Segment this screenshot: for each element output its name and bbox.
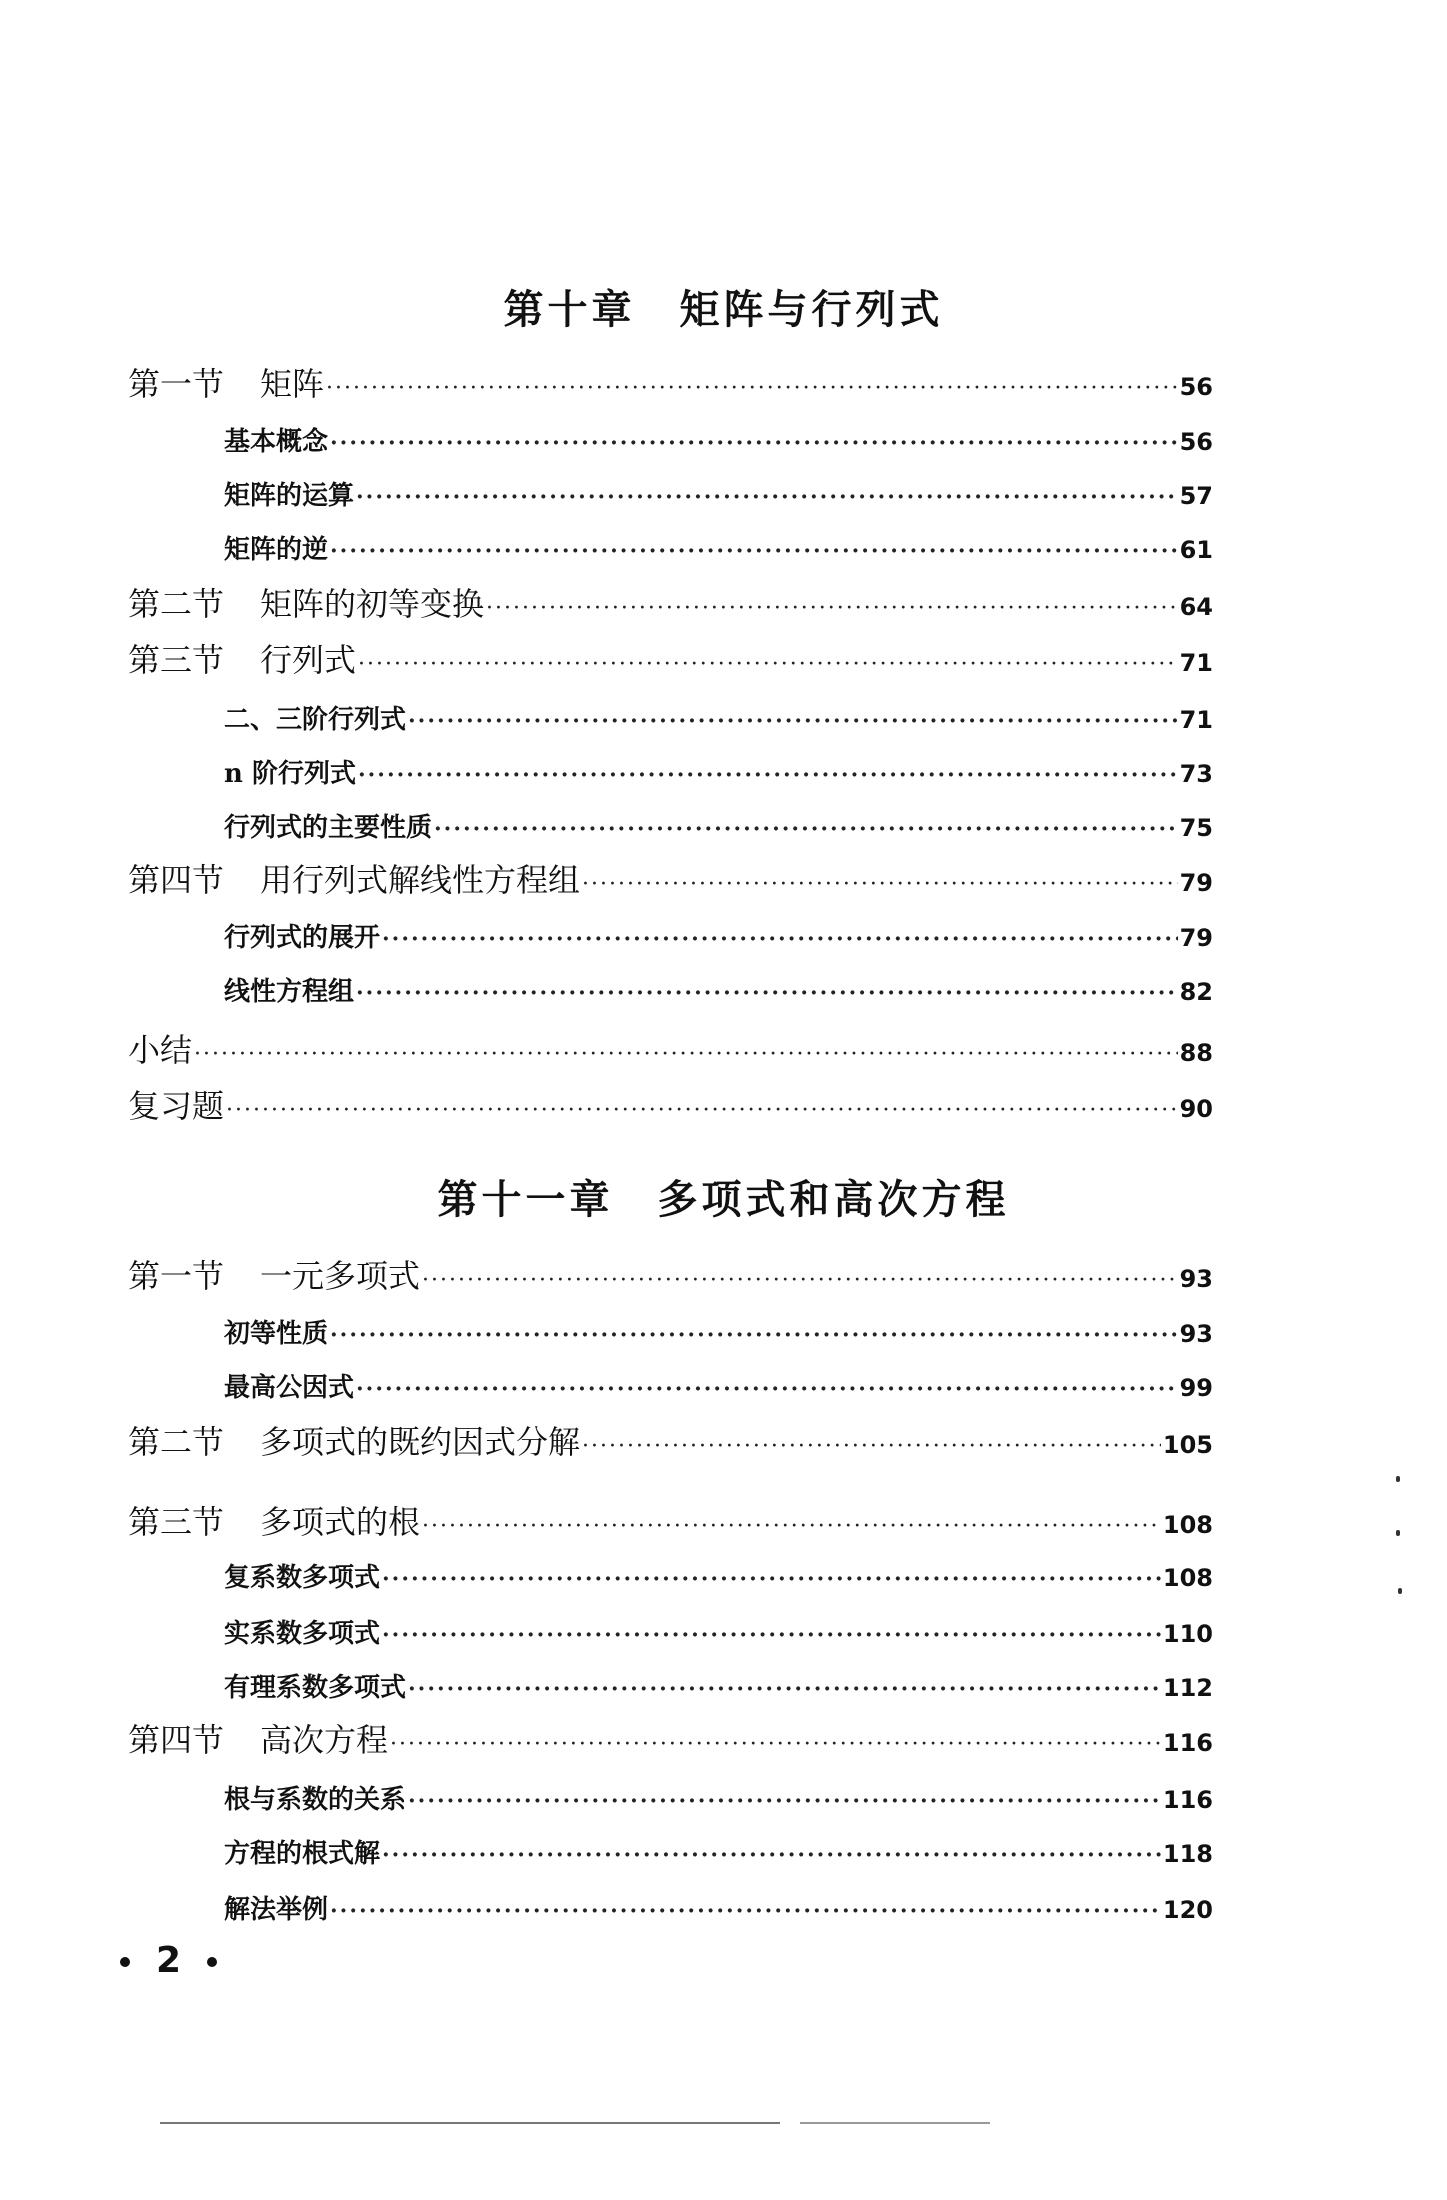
toc-subentry[interactable] [224,1780,1213,1820]
page-number: 73 [1179,760,1213,788]
entry-label: 矩阵 [260,365,325,403]
toc-subentry[interactable] [224,1614,1213,1654]
dot-leader [486,587,1178,626]
dot-leader [382,1835,1161,1874]
scan-speck [1396,1530,1400,1536]
dot-leader [358,643,1178,682]
chapter-number: 第十章 [503,286,636,333]
entry-label: 复系数多项式 [224,1563,381,1593]
chapter-name: 多项式和高次方程 [657,1176,1010,1223]
page-number: 57 [1179,482,1213,510]
section-number: 第一节 [128,365,225,403]
section-number: 第二节 [128,585,225,623]
scan-speck [1398,1588,1402,1594]
dot-leader [390,1723,1161,1762]
entry-label: 小结 [128,1031,193,1069]
toc-subentry[interactable] [224,700,1213,740]
chapter-title [0,278,1447,335]
toc-subentry[interactable] [224,1890,1213,1930]
page-number: 99 [1179,1374,1213,1402]
bullet-dot-icon [207,1957,217,1967]
page-number: 56 [1179,373,1213,401]
page-number: 108 [1162,1564,1213,1592]
entry-label: 行列式的主要性质 [224,813,433,843]
page-number: 93 [1179,1320,1213,1348]
page-number: 112 [1162,1674,1213,1702]
entry-label: n 阶行列式 [224,759,356,789]
toc-subentry[interactable] [224,422,1213,462]
entry-label: 最高公因式 [224,1373,355,1403]
toc-subentry[interactable] [224,1668,1213,1708]
dot-leader [382,1559,1161,1598]
entry-label: 根与系数的关系 [224,1785,407,1815]
page-number: 116 [1162,1729,1213,1757]
footer-page-number: 2 [156,1940,182,1981]
dot-leader [382,919,1178,958]
chapter-number: 第十一章 [437,1176,614,1223]
toc-subentry[interactable] [224,1314,1213,1354]
page-number: 61 [1179,536,1213,564]
page-number: 120 [1162,1896,1213,1924]
page-number: 79 [1179,869,1213,897]
toc-entry[interactable] [128,1028,1213,1072]
bullet-dot-icon [120,1957,130,1967]
dot-leader [358,755,1178,794]
toc-subentry[interactable] [224,530,1213,570]
page-number: 108 [1162,1511,1213,1539]
chapter-name: 矩阵与行列式 [679,286,944,333]
scan-speck [1396,1476,1400,1482]
toc-entry[interactable] [128,1084,1213,1128]
toc-subentry[interactable] [224,972,1213,1012]
entry-label: 初等性质 [224,1319,329,1349]
dot-leader [330,531,1178,570]
section-number: 第一节 [128,1257,225,1295]
toc-subentry[interactable] [224,1558,1213,1598]
page-number: 88 [1179,1039,1213,1067]
dot-leader [408,701,1178,740]
dot-leader [382,1615,1161,1654]
page-number: 118 [1162,1840,1213,1868]
section-number: 第四节 [128,1721,225,1759]
dot-leader [356,973,1178,1012]
page-number: 116 [1162,1786,1213,1814]
dot-leader [356,1369,1178,1408]
dot-leader [582,863,1178,902]
chapter-title [0,1168,1447,1225]
dot-leader [408,1669,1161,1708]
dot-leader [330,423,1178,462]
entry-label: 行列式的展开 [224,923,381,953]
section-number: 第四节 [128,861,225,899]
dot-leader [422,1505,1161,1544]
dot-leader [408,1781,1161,1820]
entry-label: 行列式 [260,641,357,679]
page-number: 110 [1162,1620,1213,1648]
page-number: 75 [1179,814,1213,842]
toc-subentry[interactable] [224,754,1213,794]
entry-label: 矩阵的运算 [224,481,355,511]
dot-leader [330,1315,1178,1354]
page-number: 56 [1179,428,1213,456]
page-number: 105 [1162,1431,1213,1459]
toc-subentry[interactable] [224,808,1213,848]
page-number: 82 [1179,978,1213,1006]
dot-leader [194,1033,1178,1072]
page-number: 93 [1179,1265,1213,1293]
page-footer [120,1940,243,1981]
entry-label: 高次方程 [260,1721,389,1759]
entry-label: 线性方程组 [224,977,355,1007]
entry-label: 多项式的根 [260,1503,421,1541]
dot-leader [582,1425,1161,1464]
toc-entry[interactable] [128,1254,1213,1298]
toc-entry[interactable] [128,638,1213,682]
section-number: 第三节 [128,1503,225,1541]
page-number: 71 [1179,649,1213,677]
entry-label: 多项式的既约因式分解 [260,1423,581,1461]
page-number: 64 [1179,593,1213,621]
entry-label: 解法举例 [224,1895,329,1925]
entry-label: 有理系数多项式 [224,1673,407,1703]
toc-subentry[interactable] [224,918,1213,958]
entry-label: 用行列式解线性方程组 [260,861,581,899]
dot-leader [356,477,1178,516]
section-number: 第三节 [128,641,225,679]
page-number: 71 [1179,706,1213,734]
dot-leader [226,1089,1178,1128]
page-number: 90 [1179,1095,1213,1123]
toc-subentry[interactable] [224,1834,1213,1874]
toc-entry[interactable] [128,1500,1213,1544]
entry-label: 二、三阶行列式 [224,705,407,735]
entry-label: 实系数多项式 [224,1619,381,1649]
entry-label: 复习题 [128,1087,225,1125]
scan-artifact-line [800,2122,990,2124]
entry-label: 矩阵的初等变换 [260,585,485,623]
scan-artifact-line [160,2122,780,2124]
toc-entry[interactable] [128,1420,1213,1464]
toc-subentry[interactable] [224,1368,1213,1408]
entry-label: 基本概念 [224,427,329,457]
entry-label: 方程的根式解 [224,1839,381,1869]
toc-entry[interactable] [128,582,1213,626]
entry-label: 一元多项式 [260,1257,421,1295]
toc-entry[interactable] [128,362,1213,406]
entry-label: 矩阵的逆 [224,535,329,565]
dot-leader [434,809,1178,848]
dot-leader [422,1259,1178,1298]
toc-subentry[interactable] [224,476,1213,516]
section-number: 第二节 [128,1423,225,1461]
toc-entry[interactable] [128,1718,1213,1762]
dot-leader [326,367,1178,406]
page-number: 79 [1179,924,1213,952]
toc-entry[interactable] [128,858,1213,902]
dot-leader [330,1891,1161,1930]
